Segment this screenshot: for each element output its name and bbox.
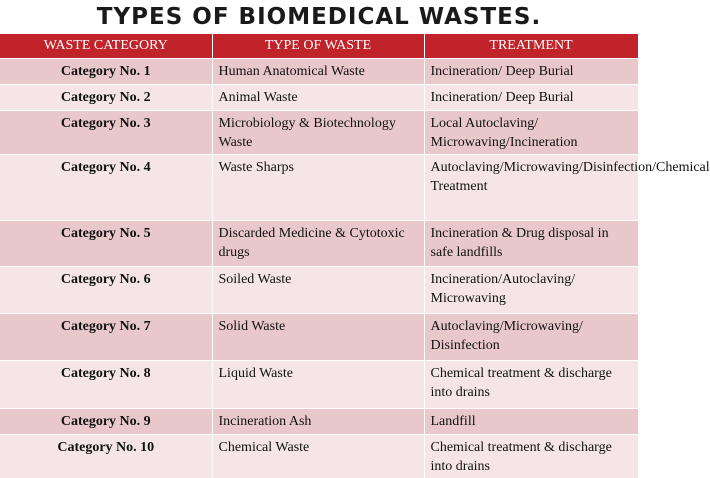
- treatment-cell: Incineration/Autoclaving/ Microwaving: [424, 267, 638, 314]
- treatment-cell: Incineration/ Deep Burial: [424, 85, 638, 111]
- treatment-cell: Incineration/ Deep Burial: [424, 59, 638, 85]
- table-row: [0, 59, 638, 85]
- treatment-cell: Chemical treatment & discharge into drains: [424, 361, 638, 409]
- category-cell: Category No. 2: [0, 85, 212, 111]
- header-waste-category: WASTE CATEGORY: [0, 34, 212, 59]
- treatment-cell: Autoclaving/Microwaving/ Disinfection: [424, 314, 638, 361]
- treatment-cell: Chemical treatment & discharge into drains: [424, 435, 638, 478]
- table-row: [0, 85, 638, 111]
- category-cell: Category No. 3: [0, 111, 212, 155]
- table-header-row: [0, 34, 638, 59]
- treatment-cell: Local Autoclaving/ Microwaving/Incineration: [424, 111, 638, 155]
- table-row: [0, 155, 638, 221]
- table-row: [0, 314, 638, 361]
- category-cell: Category No. 1: [0, 59, 212, 85]
- header-treatment: TREATMENT: [424, 34, 638, 59]
- table-row: [0, 111, 638, 155]
- type-cell: Discarded Medicine & Cytotoxic drugs: [212, 221, 424, 267]
- waste-table: [0, 34, 710, 478]
- type-cell: Soiled Waste: [212, 267, 424, 314]
- category-cell: Category No. 8: [0, 361, 212, 409]
- type-cell: Chemical Waste: [212, 435, 424, 478]
- treatment-cell: Incineration & Drug disposal in safe landfills: [424, 221, 638, 267]
- table-row: [0, 221, 638, 267]
- table-row: [0, 267, 638, 314]
- type-cell: Microbiology & Biotechnology Waste: [212, 111, 424, 155]
- category-cell: Category No. 7: [0, 314, 212, 361]
- header-type-of-waste: TYPE OF WASTE: [212, 34, 424, 59]
- category-cell: Category No. 6: [0, 267, 212, 314]
- table-row: [0, 435, 638, 478]
- type-cell: Human Anatomical Waste: [212, 59, 424, 85]
- category-cell: Category No. 9: [0, 409, 212, 435]
- table-row: [0, 361, 638, 409]
- treatment-cell: Landfill: [424, 409, 638, 435]
- type-cell: Animal Waste: [212, 85, 424, 111]
- category-cell: Category No. 5: [0, 221, 212, 267]
- treatment-cell: Autoclaving/Microwaving/Disinfection/Chemical Treatment: [424, 155, 638, 221]
- slide-title: TYPES OF BIOMEDICAL WASTES.: [96, 4, 542, 30]
- category-cell: Category No. 10: [0, 435, 212, 478]
- type-cell: Solid Waste: [212, 314, 424, 361]
- type-cell: Waste Sharps: [212, 155, 424, 221]
- type-cell: Liquid Waste: [212, 361, 424, 409]
- type-cell: Incineration Ash: [212, 409, 424, 435]
- category-cell: Category No. 4: [0, 155, 212, 221]
- table-row: [0, 409, 638, 435]
